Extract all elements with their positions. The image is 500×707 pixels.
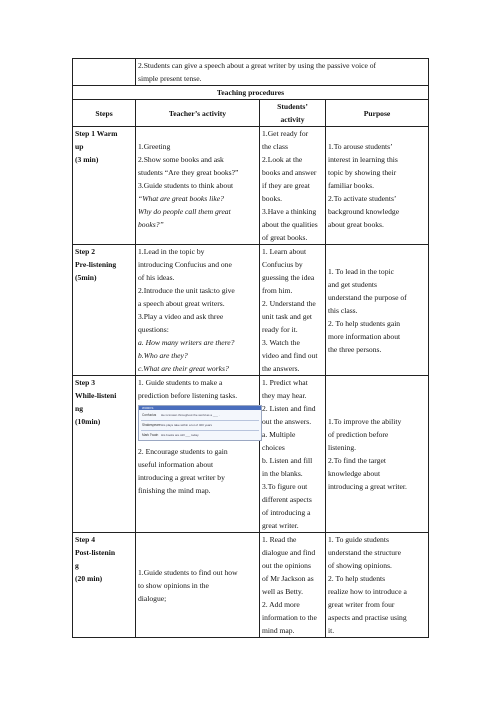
students-activity-cell: 1. Read the dialogue and find out the opinions of Mr Jackson as well as Betty. 2. Add more information to the mind map.: [260, 533, 326, 638]
teacher-activity-cell: 1. Guide students to make a prediction before listening tasks. WORKS Confucius He is known throughout the world as a ___ . Shakespeare His plays take within a lot of 400 years Mark Twain His books are still ___ today. 2. Encourage students to gain useful information about introducing a great writer by finishing the mind map.: [136, 376, 260, 533]
objective-cell: [136, 59, 429, 86]
teacher-activity-cell: 1.Lead in the topic by introducing Confucius and one of his ideas. 2.Introduce the unit task:to give a speech about great writers. 3.Play a video and ask three questions: a. How many writers are there? b.Who are they? c.What are their great works?: [136, 245, 260, 376]
purpose-cell: 1. To guide students understand the structure of showing opinions. 2. To help students realize how to introduce a great writer from four aspects and practise using it.: [326, 533, 429, 638]
header-students-activity: Students’ activity: [260, 100, 326, 127]
worksheet-thumbnail: [138, 405, 262, 441]
worksheet-text: He is known throughout the world as a ___ .: [161, 413, 220, 417]
header-row: [73, 100, 429, 127]
worksheet-text: His books are still ___ today.: [161, 433, 200, 437]
step-cell: Step 3 While-listeni ng (10min): [73, 376, 136, 533]
objective-line: simple present tense.: [138, 74, 202, 83]
lesson-plan-page: [72, 58, 428, 638]
section-title-row: [73, 86, 429, 100]
teacher-activity-cell: 1.Greeting 2.Show some books and ask students “Are they great books?” 3.Guide students to think about “What are great books like? Why do people call them great books?”: [136, 127, 260, 245]
worksheet-divider: [141, 430, 259, 431]
worksheet-text: His plays take within a lot of 400 years: [161, 423, 213, 427]
students-activity-cell: 1.Get ready for the class 2.Look at the books and answer if they are great books. 3.Have a thinking about the qualities of great books.: [260, 127, 326, 245]
step-cell: Step 1 Warm up (3 min): [73, 127, 136, 245]
objective-row: [73, 59, 429, 86]
teaching-procedures-table: [72, 58, 429, 638]
header-steps: Steps: [73, 100, 136, 127]
teacher-activity-cell: 1.Guide students to find out how to show opinions in the dialogue;: [136, 533, 260, 638]
step-cell: Step 2 Pre-listening (5min): [73, 245, 136, 376]
worksheet-label: Shakespeare: [142, 423, 161, 427]
header-teacher-activity: Teacher’s activity: [136, 100, 260, 127]
section-title: Teaching procedures: [73, 86, 429, 100]
worksheet-label: Mark Twain: [142, 433, 159, 437]
worksheet-divider: [141, 420, 259, 421]
worksheet-header-bar: WORKS: [139, 406, 261, 410]
students-activity-cell: 1. Learn about Confucius by guessing the idea from him. 2. Understand the unit task and get ready for it. 3. Watch the video and find out the answers.: [260, 245, 326, 376]
objective-line: 2.Students can give a speech about a great writer by using the passive voice of: [138, 61, 377, 70]
step-row-2: [73, 245, 429, 376]
step-row-4: [73, 533, 429, 638]
header-purpose: Purpose: [326, 100, 429, 127]
step-cell: Step 4 Post-listenin g (20 min): [73, 533, 136, 638]
purpose-cell: 1.To improve the ability of prediction before listening. 2.To find the target knowledge about introducing a great writer.: [326, 376, 429, 533]
step-row-1: [73, 127, 429, 245]
worksheet-label: Confucius: [142, 413, 157, 417]
purpose-cell: 1. To lead in the topic and get students understand the purpose of this class. 2. To help students gain more information about the three persons.: [326, 245, 429, 376]
purpose-cell: 1.To arouse students’ interest in learning this topic by showing their familiar books. 2.To activate students’ background knowledge about great books.: [326, 127, 429, 245]
step-row-3: [73, 376, 429, 533]
students-activity-cell: 1. Predict what they may hear. 2. Listen and find out the answers. a. Multiple choices b. Listen and fill in the blanks. 3.To figure out different aspects of introducing a great writer.: [260, 376, 326, 533]
